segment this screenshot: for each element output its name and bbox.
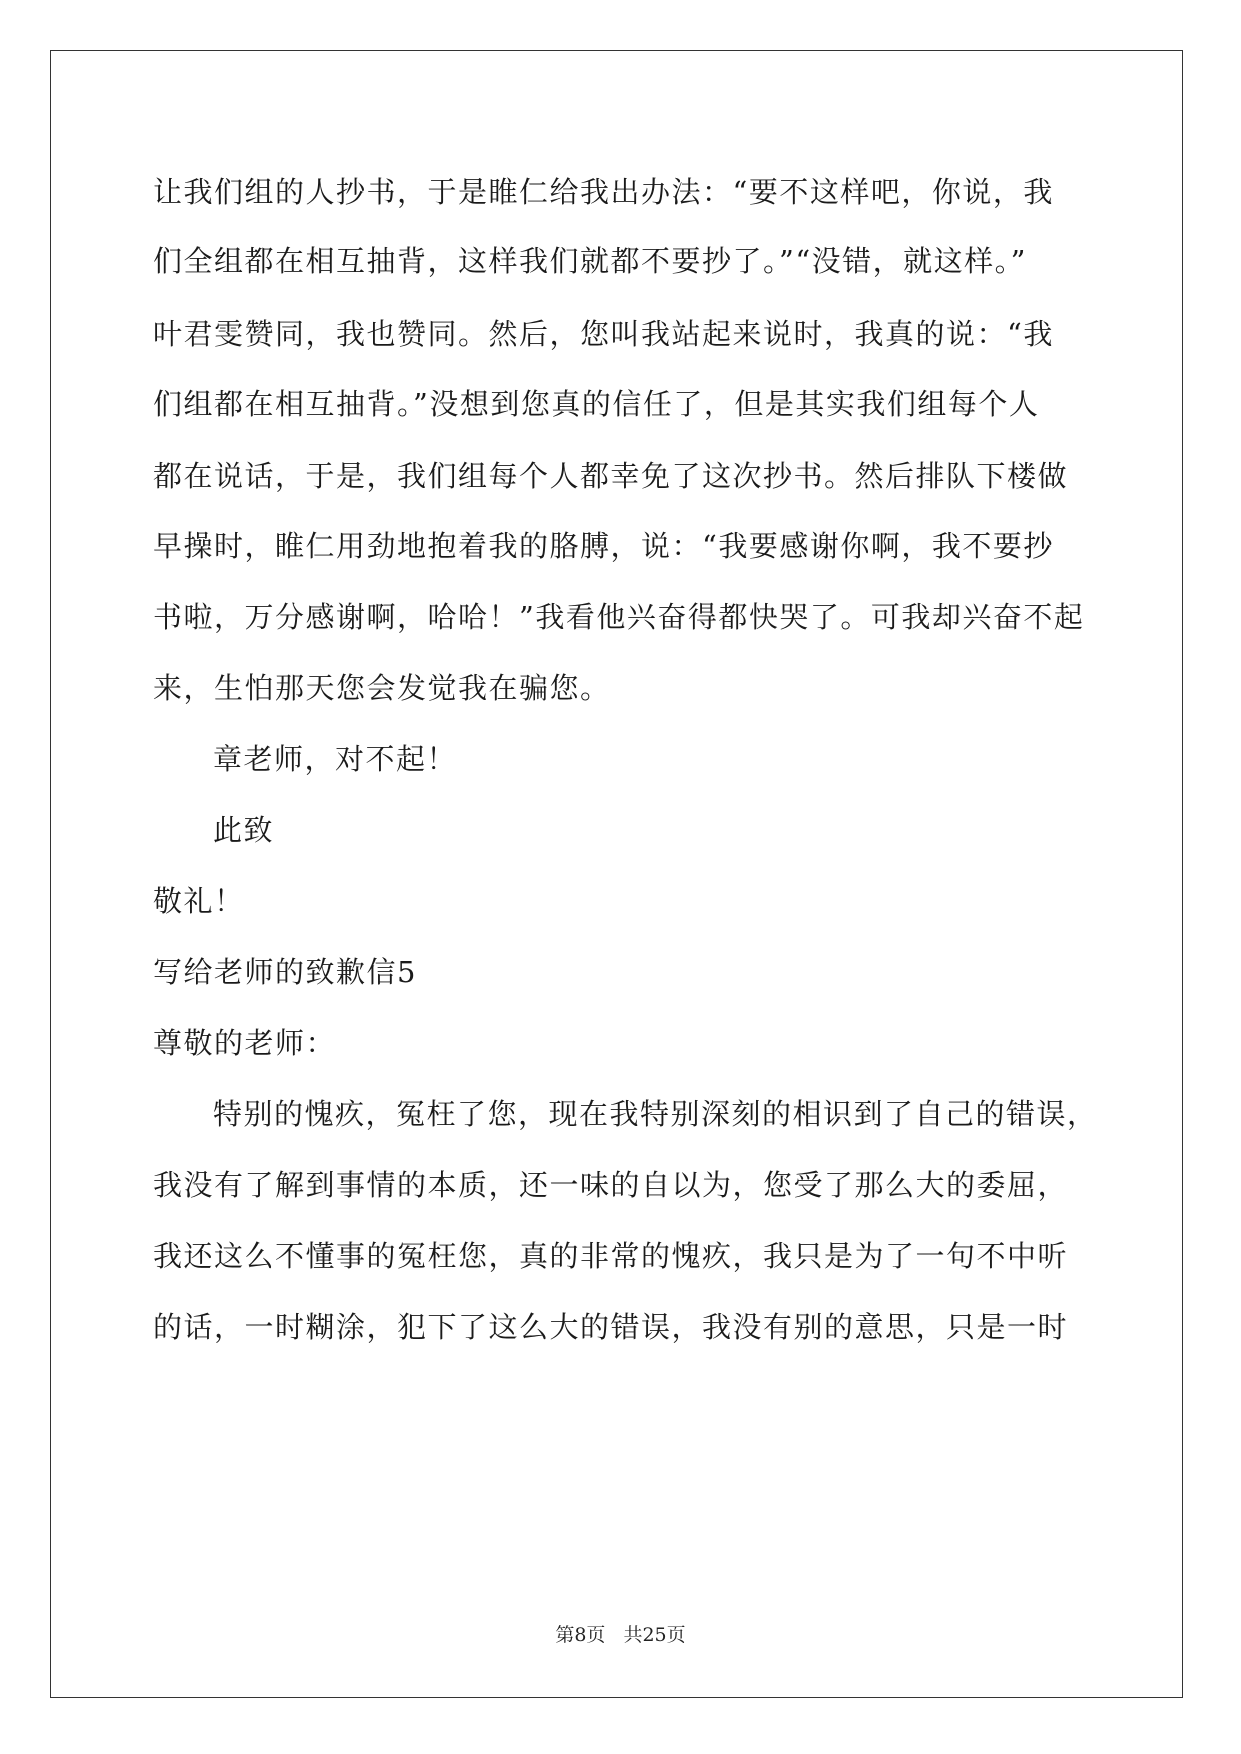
- text-line: 早操时，睢仁用劲地抱着我的胳膊，说：“我要感谢你啊，我不要抄: [153, 529, 1054, 563]
- page-total: 共25页: [623, 1624, 686, 1646]
- salutation-line: 敬礼！: [153, 884, 245, 918]
- page-footer: [0, 1623, 1241, 1647]
- closing-line: 此致: [213, 813, 275, 847]
- text-line: 的话，一时糊涂，犯下了这么大的错误，我没有别的意思，只是一时: [153, 1310, 1069, 1344]
- text-line: 叶君雯赞同，我也赞同。然后，您叫我站起来说时，我真的说：“我: [153, 317, 1054, 351]
- text-line: 我没有了解到事情的本质，还一味的自以为，您受了那么大的委屈，: [153, 1168, 1069, 1202]
- text-line: 我还这么不懂事的冤枉您，真的非常的愧疚，我只是为了一句不中听: [153, 1239, 1069, 1273]
- text-line: 来，生怕那天您会发觉我在骗您。: [153, 671, 611, 705]
- apology-line: 章老师，对不起！: [213, 742, 458, 776]
- text-line: 书啦，万分感谢啊，哈哈！”我看他兴奋得都快哭了。可我却兴奋不起: [153, 600, 1085, 634]
- page-number: 第8页: [555, 1624, 606, 1646]
- text-line: 都在说话，于是，我们组每个人都幸免了这次抄书。然后排队下楼做: [153, 459, 1069, 493]
- page-border: [50, 50, 1183, 1698]
- greeting-line: 尊敬的老师：: [153, 1026, 337, 1060]
- text-line: 们组都在相互抽背。”没想到您真的信任了，但是其实我们组每个人: [153, 387, 1040, 421]
- text-line: 们全组都在相互抽背，这样我们就都不要抄了。”“没错，就这样。”: [153, 244, 1027, 278]
- text-line: 特别的愧疚，冤枉了您，现在我特别深刻的相识到了自己的错误，: [213, 1097, 1098, 1131]
- text-line: 让我们组的人抄书，于是睢仁给我出办法：“要不这样吧，你说，我: [153, 175, 1054, 209]
- section-title: 写给老师的致歉信5: [153, 955, 417, 989]
